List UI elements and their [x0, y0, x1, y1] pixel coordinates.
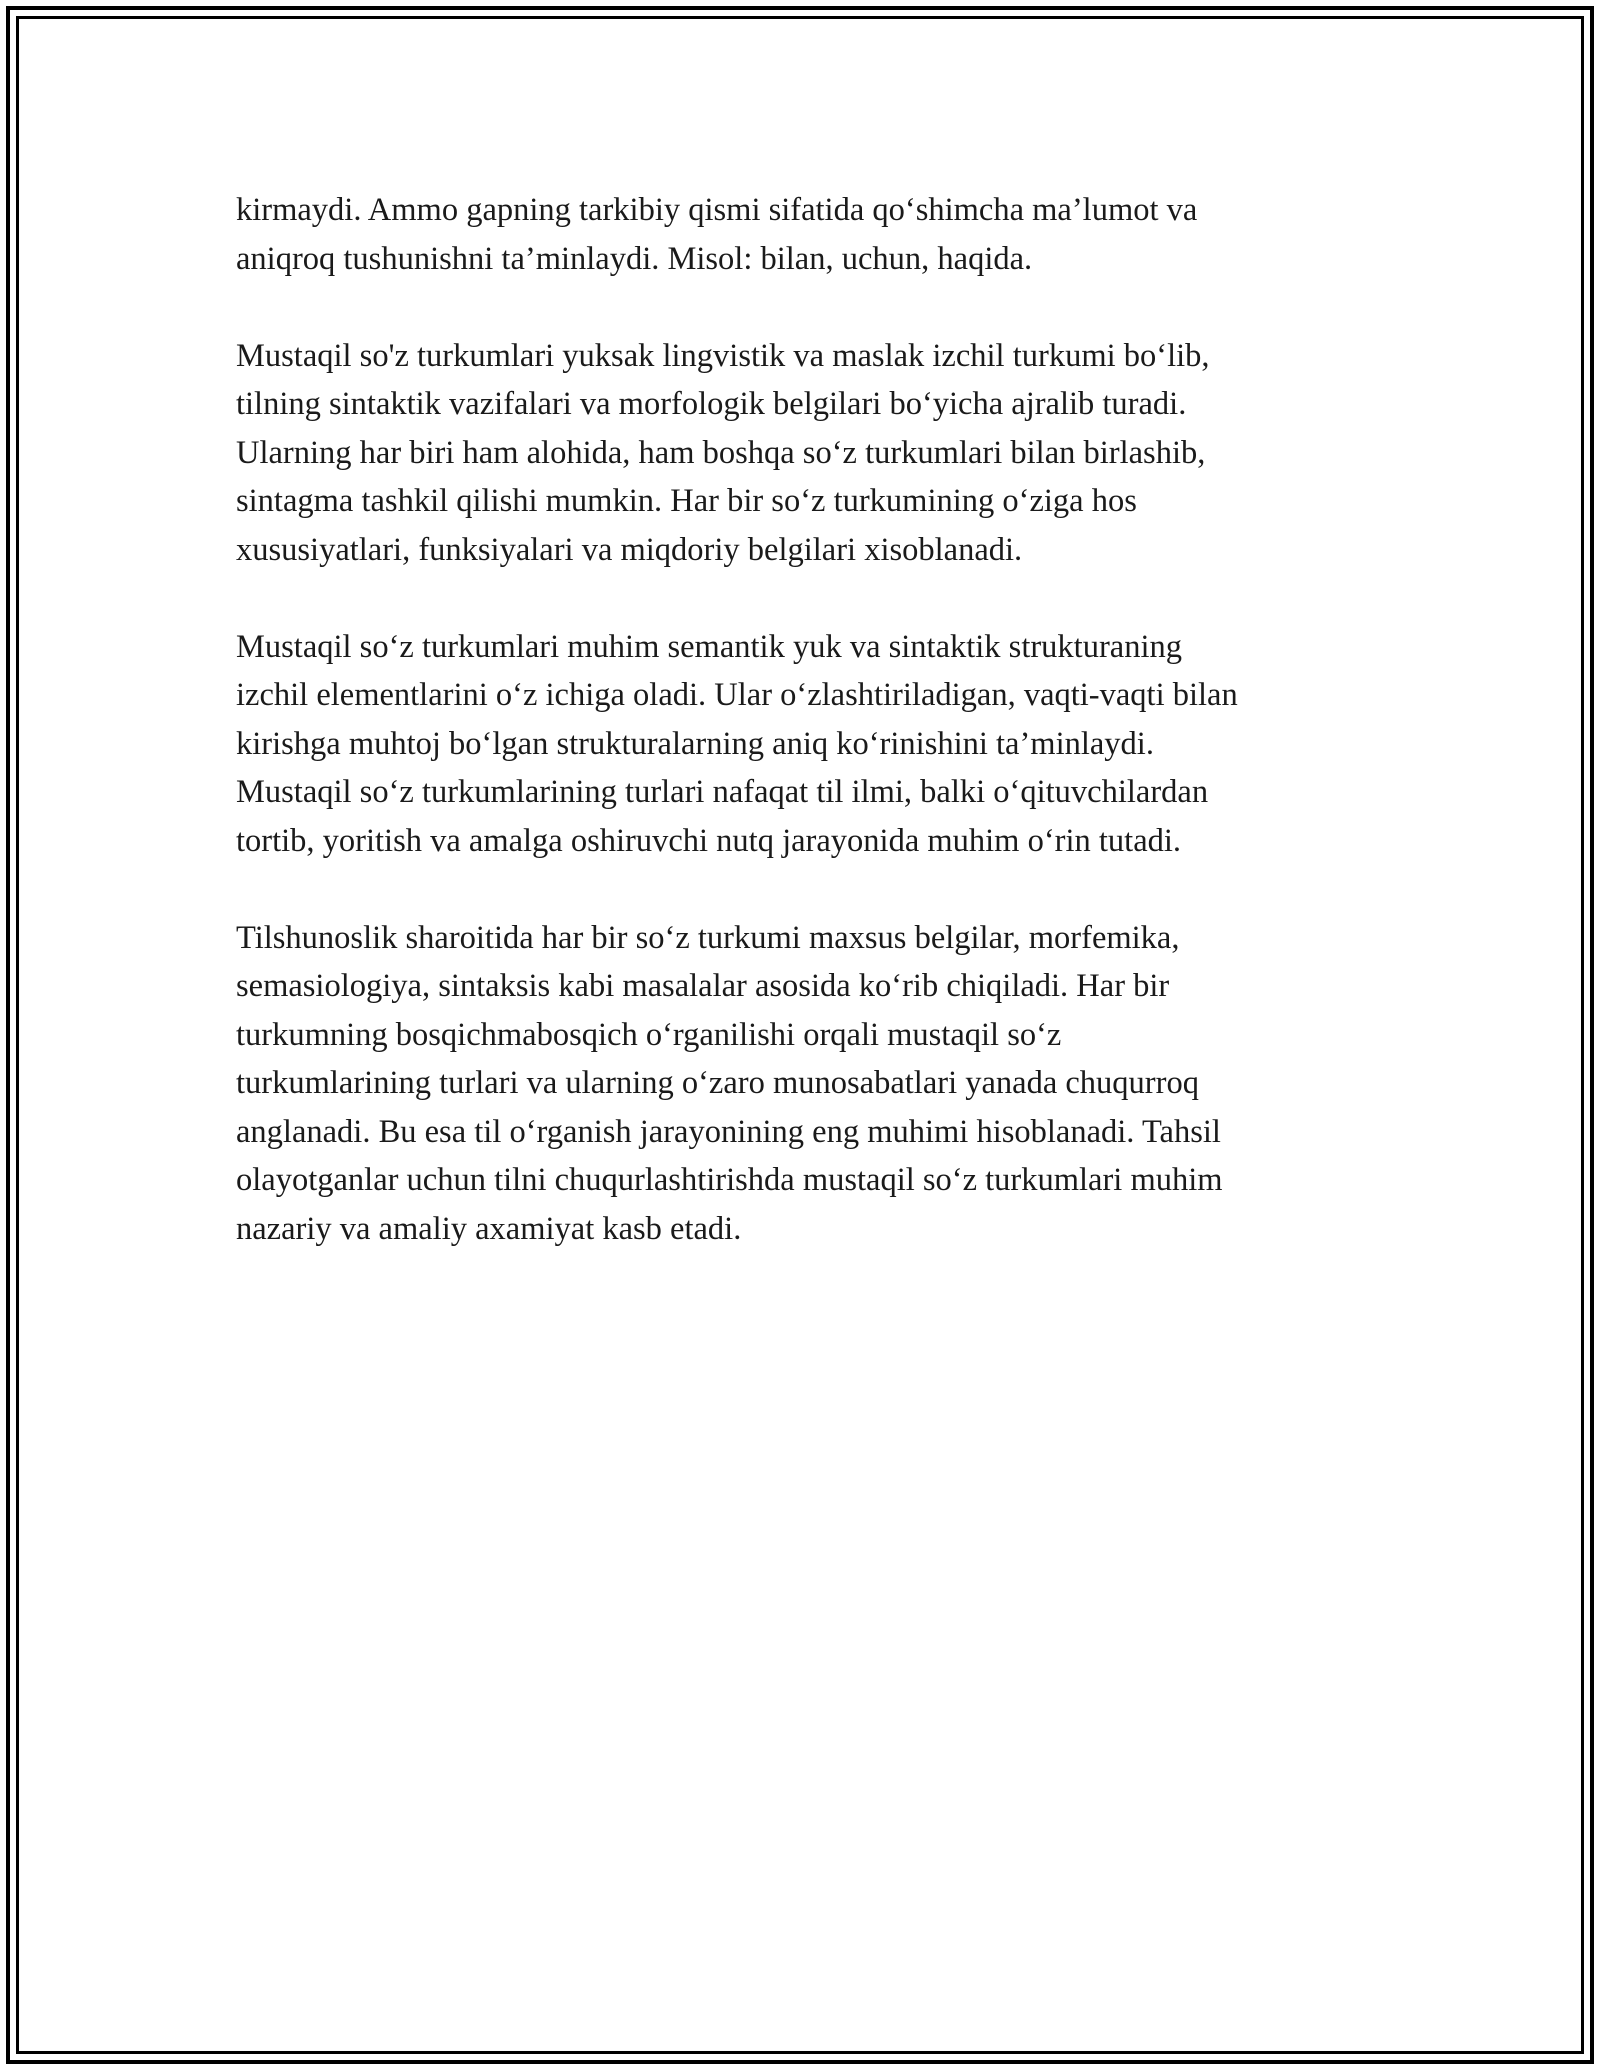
text-line: kirishga muhtoj bo‘lgan strukturalarning aniq ko‘rinishini ta’minlaydi. — [236, 725, 1154, 762]
text-line: aniqroq tushunishni ta’minlaydi. Misol: bilan, uchun, haqida. — [236, 240, 1033, 277]
text-line: turkumning bosqichmabosqich o‘rganilishi orqali mustaqil so‘z — [236, 1016, 1062, 1053]
paragraph-1 — [236, 186, 1376, 283]
text-line: Mustaqil so‘z turkumlari muhim semantik yuk va sintaktik strukturaning — [236, 628, 1182, 665]
text-line: xususiyatlari, funksiyalari va miqdoriy belgilari xisoblanadi. — [236, 531, 1023, 568]
text-line: Mustaqil so‘z turkumlarining turlari nafaqat til ilmi, balki o‘qituvchilardan — [236, 774, 1209, 810]
paragraph-4 — [236, 914, 1376, 1254]
text-line: kirmaydi. Ammo gapning tarkibiy qismi sifatida qo‘shimcha ma’lumot va — [236, 192, 1198, 228]
text-line: Mustaqil so'z turkumlari yuksak lingvistik va maslak izchil turkumi bo‘lib, — [236, 337, 1210, 374]
text-line: nazariy va amaliy axamiyat kasb etadi. — [236, 1210, 742, 1247]
text-line: anglanadi. Bu esa til o‘rganish jarayonining eng muhimi hisoblanadi. Tahsil — [236, 1113, 1221, 1150]
document-body — [236, 186, 1376, 1302]
paragraph-3 — [236, 623, 1376, 866]
text-line: semasiologiya, sintaksis kabi masalalar asosida ko‘rib chiqiladi. Har bir — [236, 968, 1170, 1004]
paragraph-2 — [236, 332, 1376, 575]
text-line: tilning sintaktik vazifalari va morfologik belgilari bo‘yicha ajralib turadi. — [236, 386, 1187, 422]
text-line: izchil elementlarini o‘z ichiga oladi. Ular o‘zlashtiriladigan, vaqti-vaqti bilan — [236, 677, 1238, 713]
text-line: sintagma tashkil qilishi mumkin. Har bir so‘z turkumining o‘ziga hos — [236, 483, 1137, 519]
text-line: olayotganlar uchun tilni chuqurlashtirishda mustaqil so‘z turkumlari muhim — [236, 1162, 1223, 1198]
text-line: tortib, yoritish va amalga oshiruvchi nutq jarayonida muhim o‘rin tutadi. — [236, 822, 1182, 859]
text-line: Tilshunoslik sharoitida har bir so‘z turkumi maxsus belgilar, morfemika, — [236, 919, 1180, 956]
text-line: Ularning har biri ham alohida, ham boshqa so‘z turkumlari bilan birlashib, — [236, 434, 1206, 471]
text-line: turkumlarining turlari va ularning o‘zaro munosabatlari yanada chuqurroq — [236, 1065, 1199, 1101]
